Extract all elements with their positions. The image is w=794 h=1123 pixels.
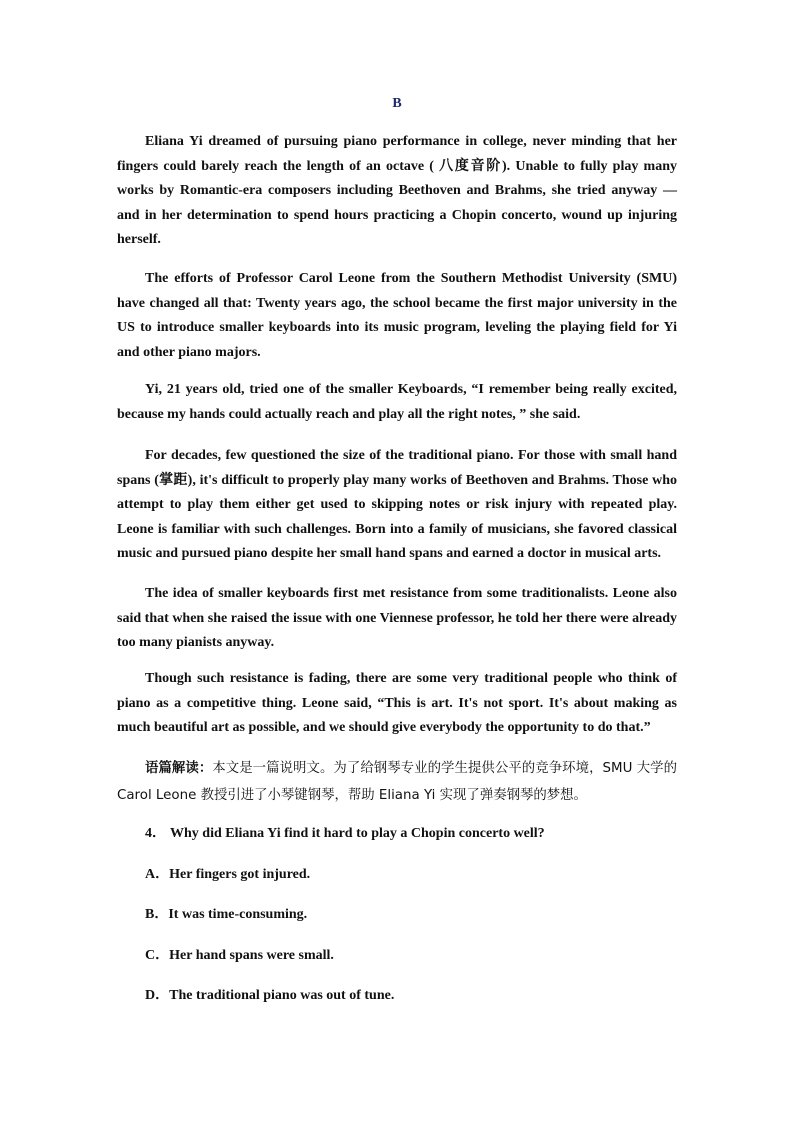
- question-number: 4．: [145, 826, 166, 841]
- option-c: [145, 946, 677, 966]
- analysis-text: 本文是一篇说明文。为了给钢琴专业的学生提供公平的竞争环境，SMU 大学的 Carol Leone 教授引进了小琴键钢琴，帮助 Eliana Yi 实现了弹奏钢琴的梦想。: [117, 761, 678, 803]
- option-a-letter: A．: [145, 867, 170, 882]
- passage-paragraph-5: The idea of smaller keyboards first met resistance from some traditionalists. Leone also said that when she raised the issue with one Viennese professor, he told her there were already too many pianists anyway.: [117, 586, 677, 650]
- passage-paragraph-2: The efforts of Professor Carol Leone from the Southern Methodist University (SMU) have changed all that: Twenty years ago, the school became the first major university in the US to introduce smaller keyboards into its music program, leveling the playing field for Yi and other piano majors.: [117, 271, 677, 360]
- option-c-text: Her hand spans were small.: [169, 948, 334, 963]
- option-a: [145, 865, 677, 885]
- option-a-text: Her fingers got injured.: [169, 867, 311, 882]
- passage-paragraph-1: Eliana Yi dreamed of pursuing piano performance in college, never minding that her fingers could barely reach the length of an octave ( 八度音阶). Unable to fully play many works by Romantic-era composers including Beethoven and Brahms, she tried anyway — and in her determination to spend hours practicing a Chopin concerto, wound up injuring herself.: [117, 134, 677, 247]
- passage-analysis: [117, 755, 677, 809]
- section-heading: B: [392, 96, 402, 111]
- question-stem: [145, 824, 677, 844]
- option-d: [145, 986, 677, 1006]
- question-text: Why did Eliana Yi find it hard to play a Chopin concerto well?: [170, 826, 545, 841]
- option-c-letter: C．: [145, 948, 170, 963]
- option-b-text: It was time-consuming.: [168, 907, 308, 922]
- option-b-letter: B．: [145, 907, 169, 922]
- option-d-text: The traditional piano was out of tune.: [169, 988, 395, 1003]
- option-b: [145, 905, 677, 925]
- passage-paragraph-4: For decades, few questioned the size of the traditional piano. For those with small hand spans (掌距), it's difficult to properly play many works of Beethoven and Brahms. Those who attempt to play them either get used to skipping notes or risk injury with repeated play. Leone is familiar with such challenges. Born into a family of musicians, she favored classical music and pursued piano despite her small hand spans and earned a doctor in musical arts.: [117, 448, 677, 561]
- passage-paragraph-3: Yi, 21 years old, tried one of the smaller Keyboards, “I remember being really excited, because my hands could actually reach and play all the right notes, ” she said.: [117, 382, 677, 422]
- analysis-label: 语篇解读：: [145, 761, 213, 776]
- passage-paragraph-6: Though such resistance is fading, there are some very traditional people who think of piano as a competitive thing. Leone said, “This is art. It's not sport. It's about making as much beautiful art as possible, and we should give everybody the opportunity to do that.”: [117, 671, 677, 735]
- option-d-letter: D．: [145, 988, 170, 1003]
